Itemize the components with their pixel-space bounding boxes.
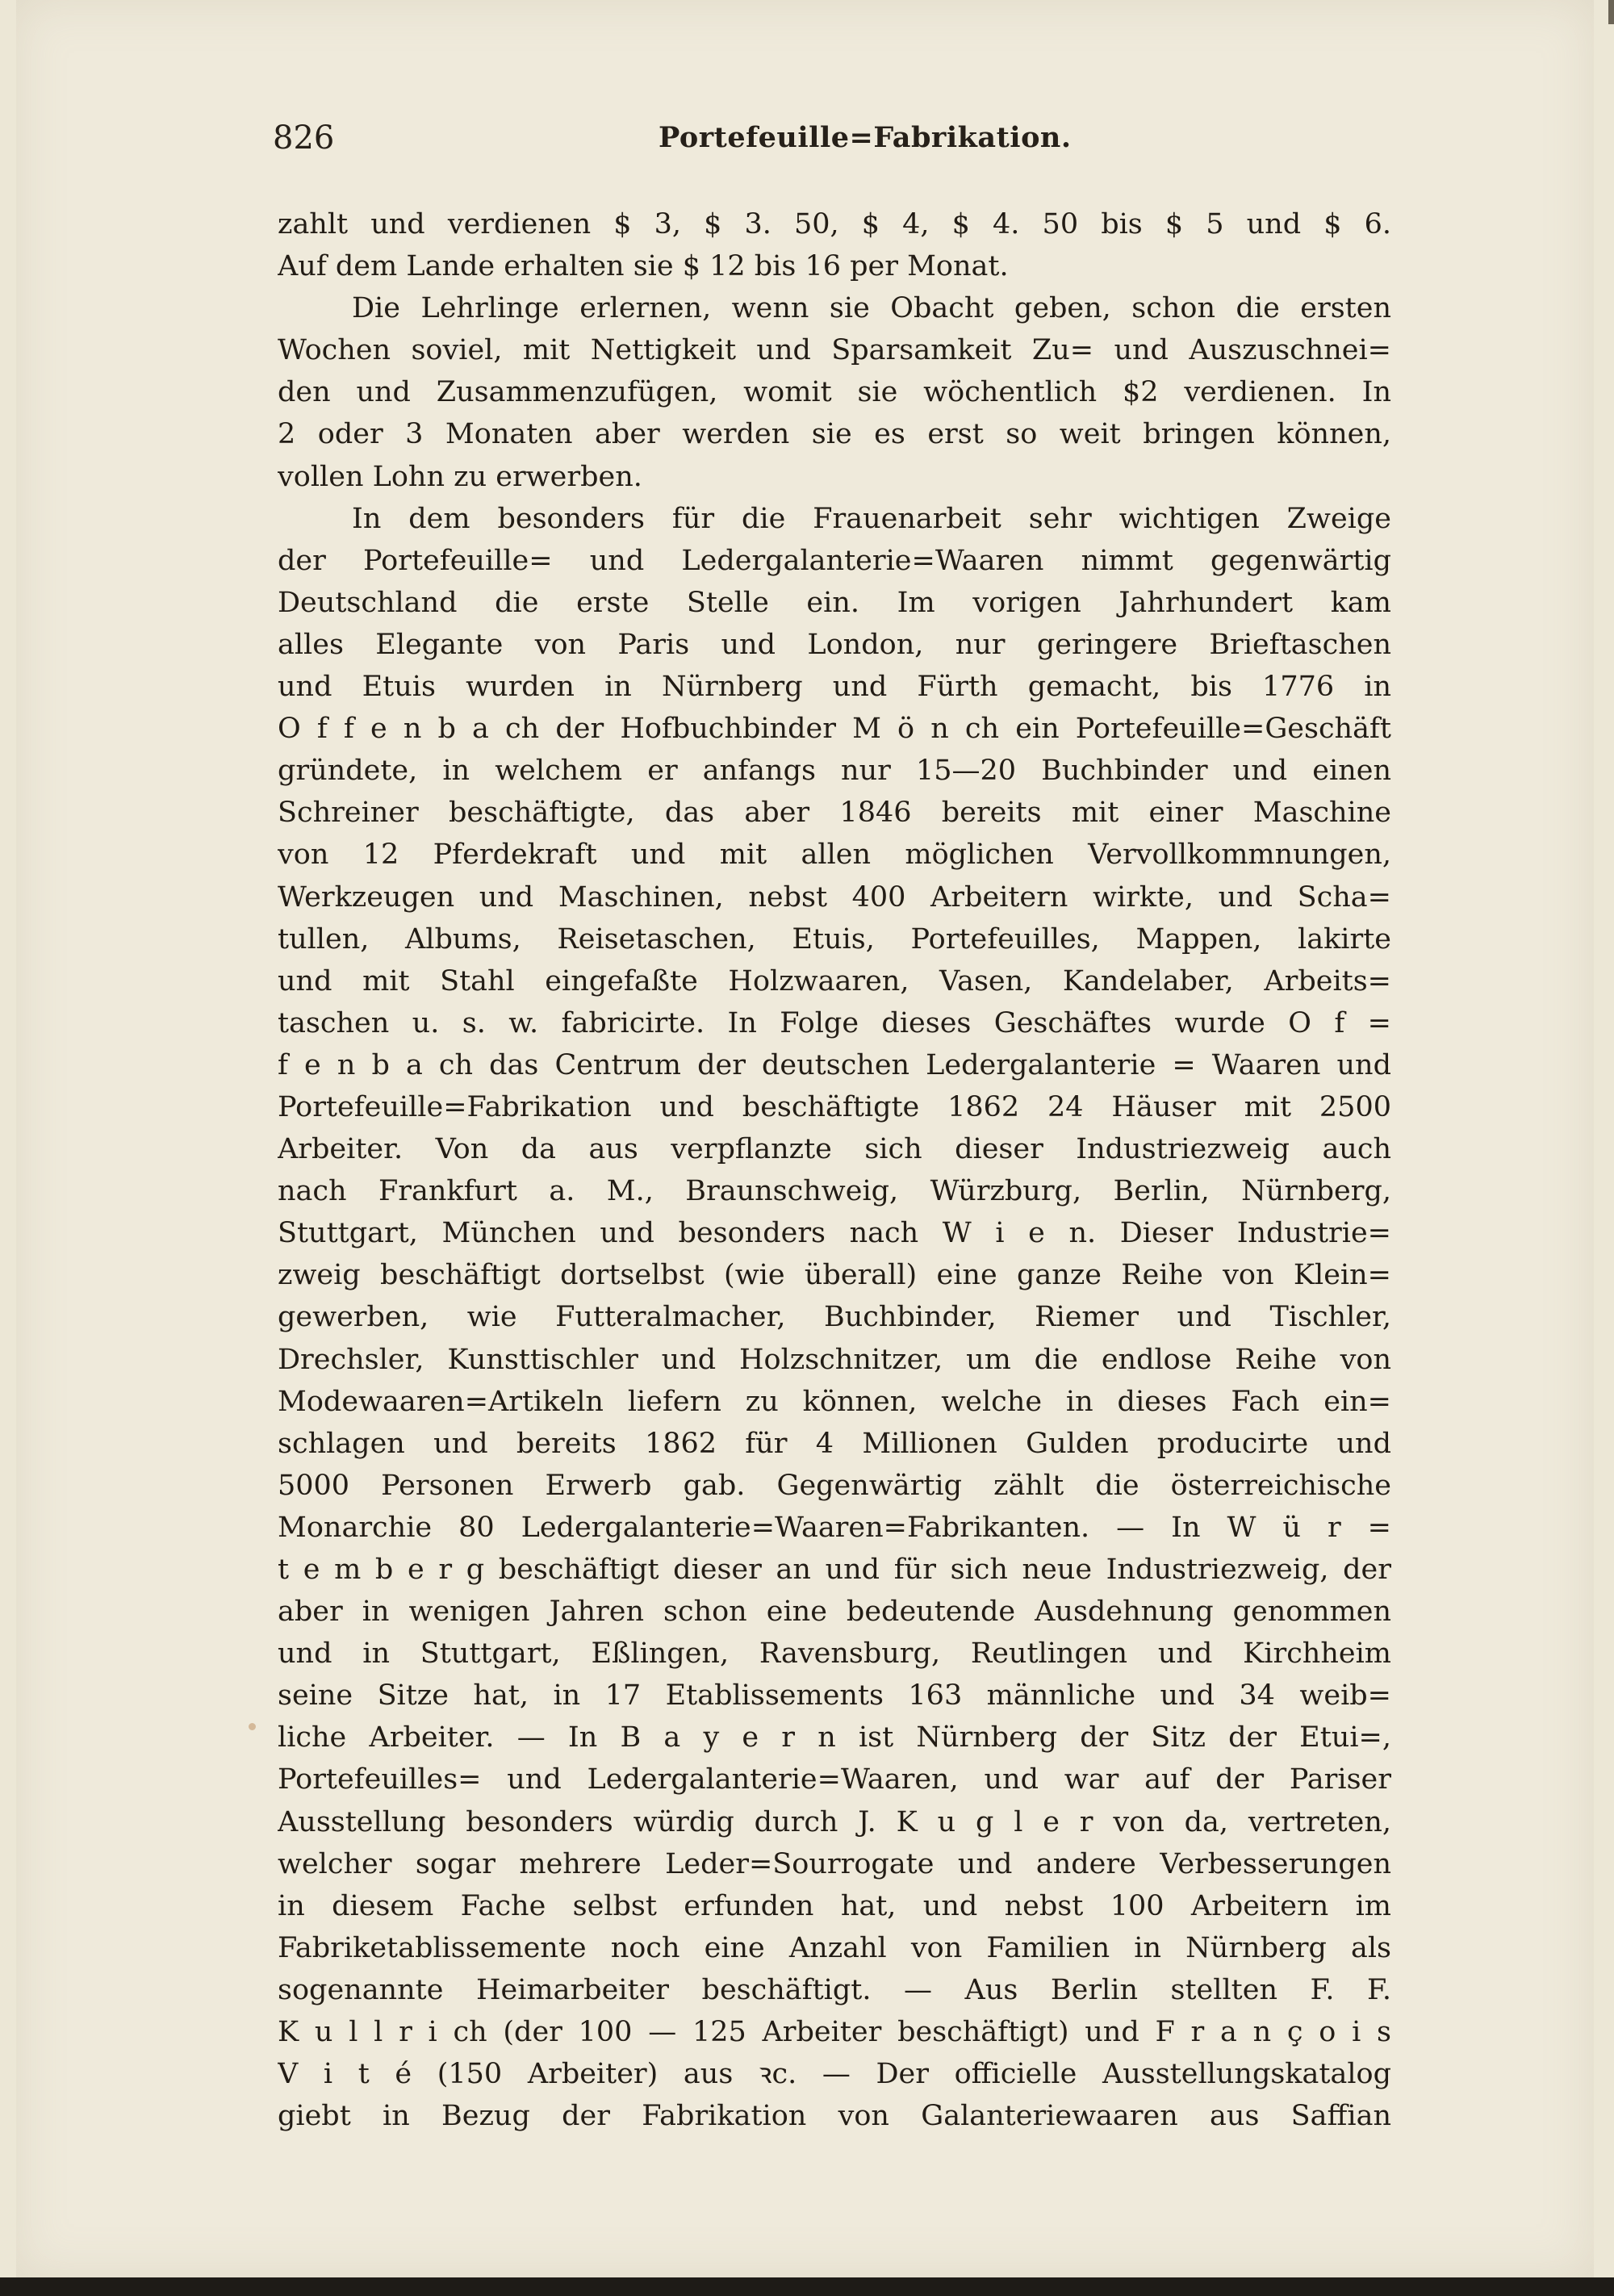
text-line: giebt in Bezug der Fabrikation von Galanteriewaaren aus Saffian: [278, 2100, 1391, 2133]
text-line: schlagen und bereits 1862 für 4 Millionen Gulden producirte und: [278, 1427, 1391, 1460]
text-line: seine Sitze hat, in 17 Etablissements 163 männliche und 34 weib=: [278, 1679, 1391, 1713]
text-line: vollen Lohn zu erwerben.: [278, 460, 642, 493]
text-line: Modewaaren=Artikeln liefern zu können, welche in dieses Fach ein=: [278, 1385, 1391, 1418]
text-line: V i t é (150 Arbeiter) aus ꝛc. — Der officielle Ausstellungskatalog: [278, 2058, 1391, 2091]
text-line: 5000 Personen Erwerb gab. Gegenwärtig zählt die österreichische: [278, 1469, 1391, 1502]
text-line: nach Frankfurt a. M., Braunschweig, Würzburg, Berlin, Nürnberg,: [278, 1175, 1391, 1208]
text-line: Monarchie 80 Ledergalanterie=Waaren=Fabrikanten. — In W ü r =: [278, 1511, 1391, 1544]
text-line: Deutschland die erste Stelle ein. Im vorigen Jahrhundert kam: [278, 586, 1391, 619]
text-line: 2 oder 3 Monaten aber werden sie es erst so weit bringen können,: [278, 418, 1391, 451]
text-line: und Etuis wurden in Nürnberg und Fürth gemacht, bis 1776 in: [278, 671, 1391, 704]
text-line: O f f e n b a ch der Hofbuchbinder M ö n ch ein Portefeuille=Geschäft: [278, 713, 1391, 746]
text-line: aber in wenigen Jahren schon eine bedeutende Ausdehnung genommen: [278, 1595, 1391, 1629]
text-line: in diesem Fache selbst erfunden hat, und nebst 100 Arbeitern im: [278, 1889, 1391, 1922]
text-line: Auf dem Lande erhalten sie $ 12 bis 16 per Monat.: [278, 250, 1009, 283]
text-line: Portefeuilles= und Ledergalanterie=Waaren, und war auf der Pariser: [278, 1763, 1391, 1796]
text-line: Portefeuille=Fabrikation und beschäftigte 1862 24 Häuser mit 2500: [278, 1090, 1391, 1123]
scan-edge: [1608, 0, 1614, 24]
text-line: und mit Stahl eingefaßte Holzwaaren, Vasen, Kandelaber, Arbeits=: [278, 964, 1391, 997]
text-line: sogenannte Heimarbeiter beschäftigt. — Aus Berlin stellten F. F.: [278, 1973, 1391, 2006]
text-line: Fabriketablissemente noch eine Anzahl von Familien in Nürnberg als: [278, 1931, 1391, 1964]
text-line: alles Elegante von Paris und London, nur geringere Brieftaschen: [278, 628, 1391, 661]
page-body: [278, 203, 1391, 2137]
text-line: Arbeiter. Von da aus verpflanzte sich dieser Industriezweig auch: [278, 1133, 1391, 1166]
text-line: zweig beschäftigt dortselbst (wie überall) eine ganze Reihe von Klein=: [278, 1259, 1391, 1292]
text-line: liche Arbeiter. — In B a y e r n ist Nürnberg der Sitz der Etui=,: [278, 1721, 1391, 1754]
text-line: Werkzeugen und Maschinen, nebst 400 Arbeitern wirkte, und Scha=: [278, 880, 1391, 914]
text-line: von 12 Pferdekraft und mit allen möglichen Vervollkommnungen,: [278, 839, 1391, 872]
page-number: 826: [273, 119, 335, 157]
text-line: taschen u. s. w. fabricirte. In Folge dieses Geschäftes wurde O f =: [278, 1006, 1391, 1039]
page-header: [273, 119, 1370, 168]
text-line: und in Stuttgart, Eßlingen, Ravensburg, Reutlingen und Kirchheim: [278, 1637, 1391, 1671]
text-line: Ausstellung besonders würdig durch J. K u g l e r von da, vertreten,: [278, 1805, 1391, 1838]
text-line: tullen, Albums, Reisetaschen, Etuis, Portefeuilles, Mappen, lakirte: [278, 922, 1391, 956]
text-line: Drechsler, Kunsttischler und Holzschnitzer, um die endlose Reihe von: [278, 1343, 1391, 1376]
text-line: den und Zusammenzufügen, womit sie wöchentlich $2 verdienen. In: [278, 376, 1391, 409]
text-line: welcher sogar mehrere Leder=Sourrogate und andere Verbesserungen: [278, 1847, 1391, 1880]
paper-speck: [249, 1723, 256, 1730]
text-line: Schreiner beschäftigte, das aber 1846 bereits mit einer Maschine: [278, 797, 1391, 830]
text-line: f e n b a ch das Centrum der deutschen Ledergalanterie = Waaren und: [278, 1048, 1391, 1081]
text-line: gründete, in welchem er anfangs nur 15—20 Buchbinder und einen: [278, 755, 1391, 788]
text-line: In dem besonders für die Frauenarbeit sehr wichtigen Zweige: [352, 502, 1391, 535]
text-line: Stuttgart, München und besonders nach W i e n. Dieser Industrie=: [278, 1217, 1391, 1250]
text-line: der Portefeuille= und Ledergalanterie=Waaren nimmt gegenwärtig: [278, 544, 1391, 577]
scan-border: [0, 2277, 1614, 2296]
text-line: zahlt und verdienen $ 3, $ 3. 50, $ 4, $ 4. 50 bis $ 5 und $ 6.: [278, 208, 1391, 240]
text-line: Die Lehrlinge erlernen, wenn sie Obacht geben, schon die ersten: [352, 292, 1391, 325]
text-line: Wochen soviel, mit Nettigkeit und Sparsamkeit Zu= und Auszuschnei=: [278, 334, 1391, 367]
text-line: t e m b e r g beschäftigt dieser an und für sich neue Industriezweig, der: [278, 1554, 1391, 1586]
text-line: K u l l r i ch (der 100 — 125 Arbeiter beschäftigt) und F r a n ç o i s: [278, 2016, 1391, 2049]
running-title: Portefeuille=Fabrikation.: [659, 121, 1072, 154]
text-line: gewerben, wie Futteralmacher, Buchbinder, Riemer und Tischler,: [278, 1301, 1391, 1334]
